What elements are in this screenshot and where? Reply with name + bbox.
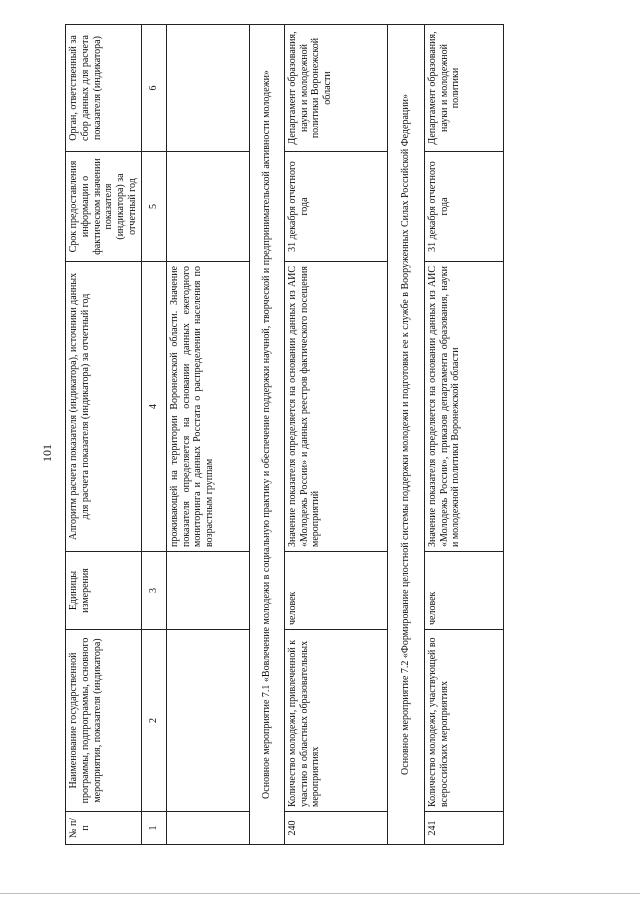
header-algorithm: Алгоритм расчета показателя (индикатора), источники данных для расчета показателя (индикатора) за отчетный год	[66, 262, 142, 552]
rotated-table-container	[65, 25, 610, 845]
column-number: 3	[141, 552, 166, 630]
indicator-name: Количество молодежи, привлеченной к участию в областных образовательных мероприятиях	[284, 630, 387, 812]
header-unit: Единицы измерения	[66, 552, 142, 630]
header-deadline: Срок предоставления информации о фактическом значении показателя (индикатора) за отчетный год	[66, 152, 142, 262]
column-number: 5	[141, 152, 166, 262]
cell-empty	[166, 552, 249, 630]
header-name: Наименование государственной программы, подпрограммы, основного мероприятия, показателя (индикатора)	[66, 630, 142, 812]
cell-empty	[166, 25, 249, 152]
indicator-organ: Департамент образования, науки и молодежной политики Воронежской области	[284, 25, 387, 152]
indicator-name: Количество молодежи, участвующей во всероссийских мероприятиях	[424, 630, 503, 812]
cell-empty	[166, 630, 249, 812]
section-title: Основное мероприятие 7.2 «Формирование целостной системы поддержки молодежи и подготовки ее к службе в Вооруженных Силах Российской Федерации»	[387, 25, 424, 845]
header-organ: Орган, ответственный за сбор данных для расчета показателя (индикатора)	[66, 25, 142, 152]
row-number: 241	[424, 812, 503, 845]
section-row-7-2	[387, 25, 424, 845]
indicator-algorithm: Значение показателя определяется на основании данных из АИС «Молодежь России», приказов департамента образования, науки и молодежной политики Воронежской области	[424, 262, 503, 552]
table-header-row	[66, 25, 142, 845]
table-row	[424, 25, 503, 845]
continuation-algorithm: проживающей на территории Воронежской области. Значение показателя определяется на основании данных ежегодного мониторинга и данных Росстата о распределении населения по возрастным группам	[166, 262, 249, 552]
column-numbers-row	[141, 25, 166, 845]
scan-edge-line	[0, 893, 640, 894]
column-number: 1	[141, 812, 166, 845]
column-number: 2	[141, 630, 166, 812]
cell-empty	[166, 812, 249, 845]
row-number: 240	[284, 812, 387, 845]
section-row-7-1	[249, 25, 284, 845]
column-number: 4	[141, 262, 166, 552]
indicator-unit: человек	[284, 552, 387, 630]
indicator-table	[65, 24, 504, 845]
indicator-deadline: 31 декабря отчетного года	[284, 152, 387, 262]
cell-empty	[166, 152, 249, 262]
indicator-algorithm: Значение показателя определяется на основании данных из АИС «Молодежь России» и данных реестров фактического посещения мероприятий	[284, 262, 387, 552]
section-title: Основное мероприятие 7.1 «Вовлечение молодежи в социальную практику и обеспечение поддержки научной, творческой и предпринимательской активности молодежи»	[249, 25, 284, 845]
header-number: № п/п	[66, 812, 142, 845]
page-number: 101	[40, 444, 54, 462]
indicator-deadline: 31 декабря отчетного года	[424, 152, 503, 262]
indicator-organ: Департамент образования, науки и молодежной политики	[424, 25, 503, 152]
column-number: 6	[141, 25, 166, 152]
table-row	[284, 25, 387, 845]
continuation-row	[166, 25, 249, 845]
indicator-unit: человек	[424, 552, 503, 630]
